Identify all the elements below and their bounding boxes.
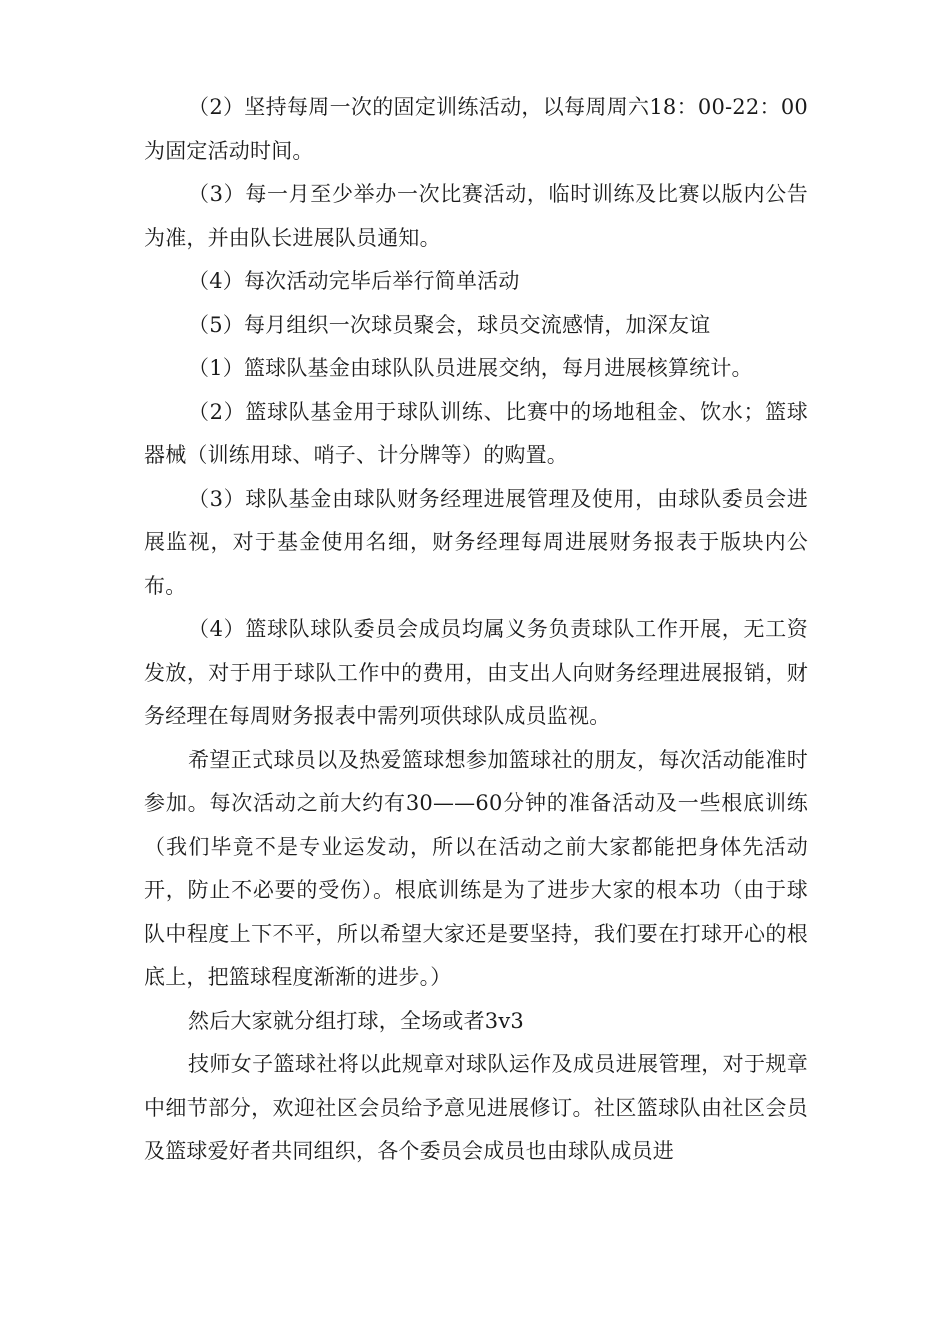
paragraph-group-play: 然后大家就分组打球，全场或者3v3 [188,1008,524,1033]
paragraph-fund-usage: （2）篮球队基金用于球队训练、比赛中的场地租金、饮水；篮球器械（训练用球、哨子、计分牌等）的购置。 [144,399,808,467]
paragraph-post-activity: （4）每次活动完毕后举行简单活动 [188,269,520,293]
paragraph-monthly-gathering: （5）每月组织一次球员聚会，球员交流感情，加深友谊 [188,312,711,337]
paragraph-rules-management: 技师女子篮球社将以此规章对球队运作及成员进展管理，对于规章中细节部分，欢迎社区会员给予意见进展修订。社区篮球队由社区会员及篮球爱好者共同组织，各个委员会成员也由球队成员进 [144,1052,808,1163]
paragraph-training-schedule: （2）坚持每周一次的固定训练活动，以每周周六18：00-22：00为固定活动时间。 [144,95,808,163]
paragraph-fund-payment: （1）篮球队基金由球队队员进展交纳，每月进展核算统计。 [188,356,753,380]
paragraph-monthly-match: （3）每一月至少举办一次比赛活动，临时训练及比赛以版内公告为准，并由队长进展队员通知。 [144,182,808,250]
paragraph-committee-duty: （4）篮球队球队委员会成员均属义务负责球队工作开展，无工资发放，对于用于球队工作中的费用，由支出人向财务经理进展报销，财务经理在每周财务报表中需列项供球队成员监视。 [144,617,808,728]
document-body [144,86,808,1174]
paragraph-attendance-hope: 希望正式球员以及热爱篮球想参加篮球社的朋友，每次活动能准时参加。每次活动之前大约有30——60分钟的准备活动及一些根底训练（我们毕竟不是专业运发动，所以在活动之前大家都能把身体先活动开，防止不必要的受伤）。根底训练是为了进步大家的根本功（由于球队中程度上下不平，所以希望大家还是要坚持，我们要在打球开心的根底上，把篮球程度渐渐的进步。） [144,747,808,989]
paragraph-fund-management: （3）球队基金由球队财务经理进展管理及使用，由球队委员会进展监视，对于基金使用名细，财务经理每周进展财务报表于版块内公布。 [144,486,808,598]
